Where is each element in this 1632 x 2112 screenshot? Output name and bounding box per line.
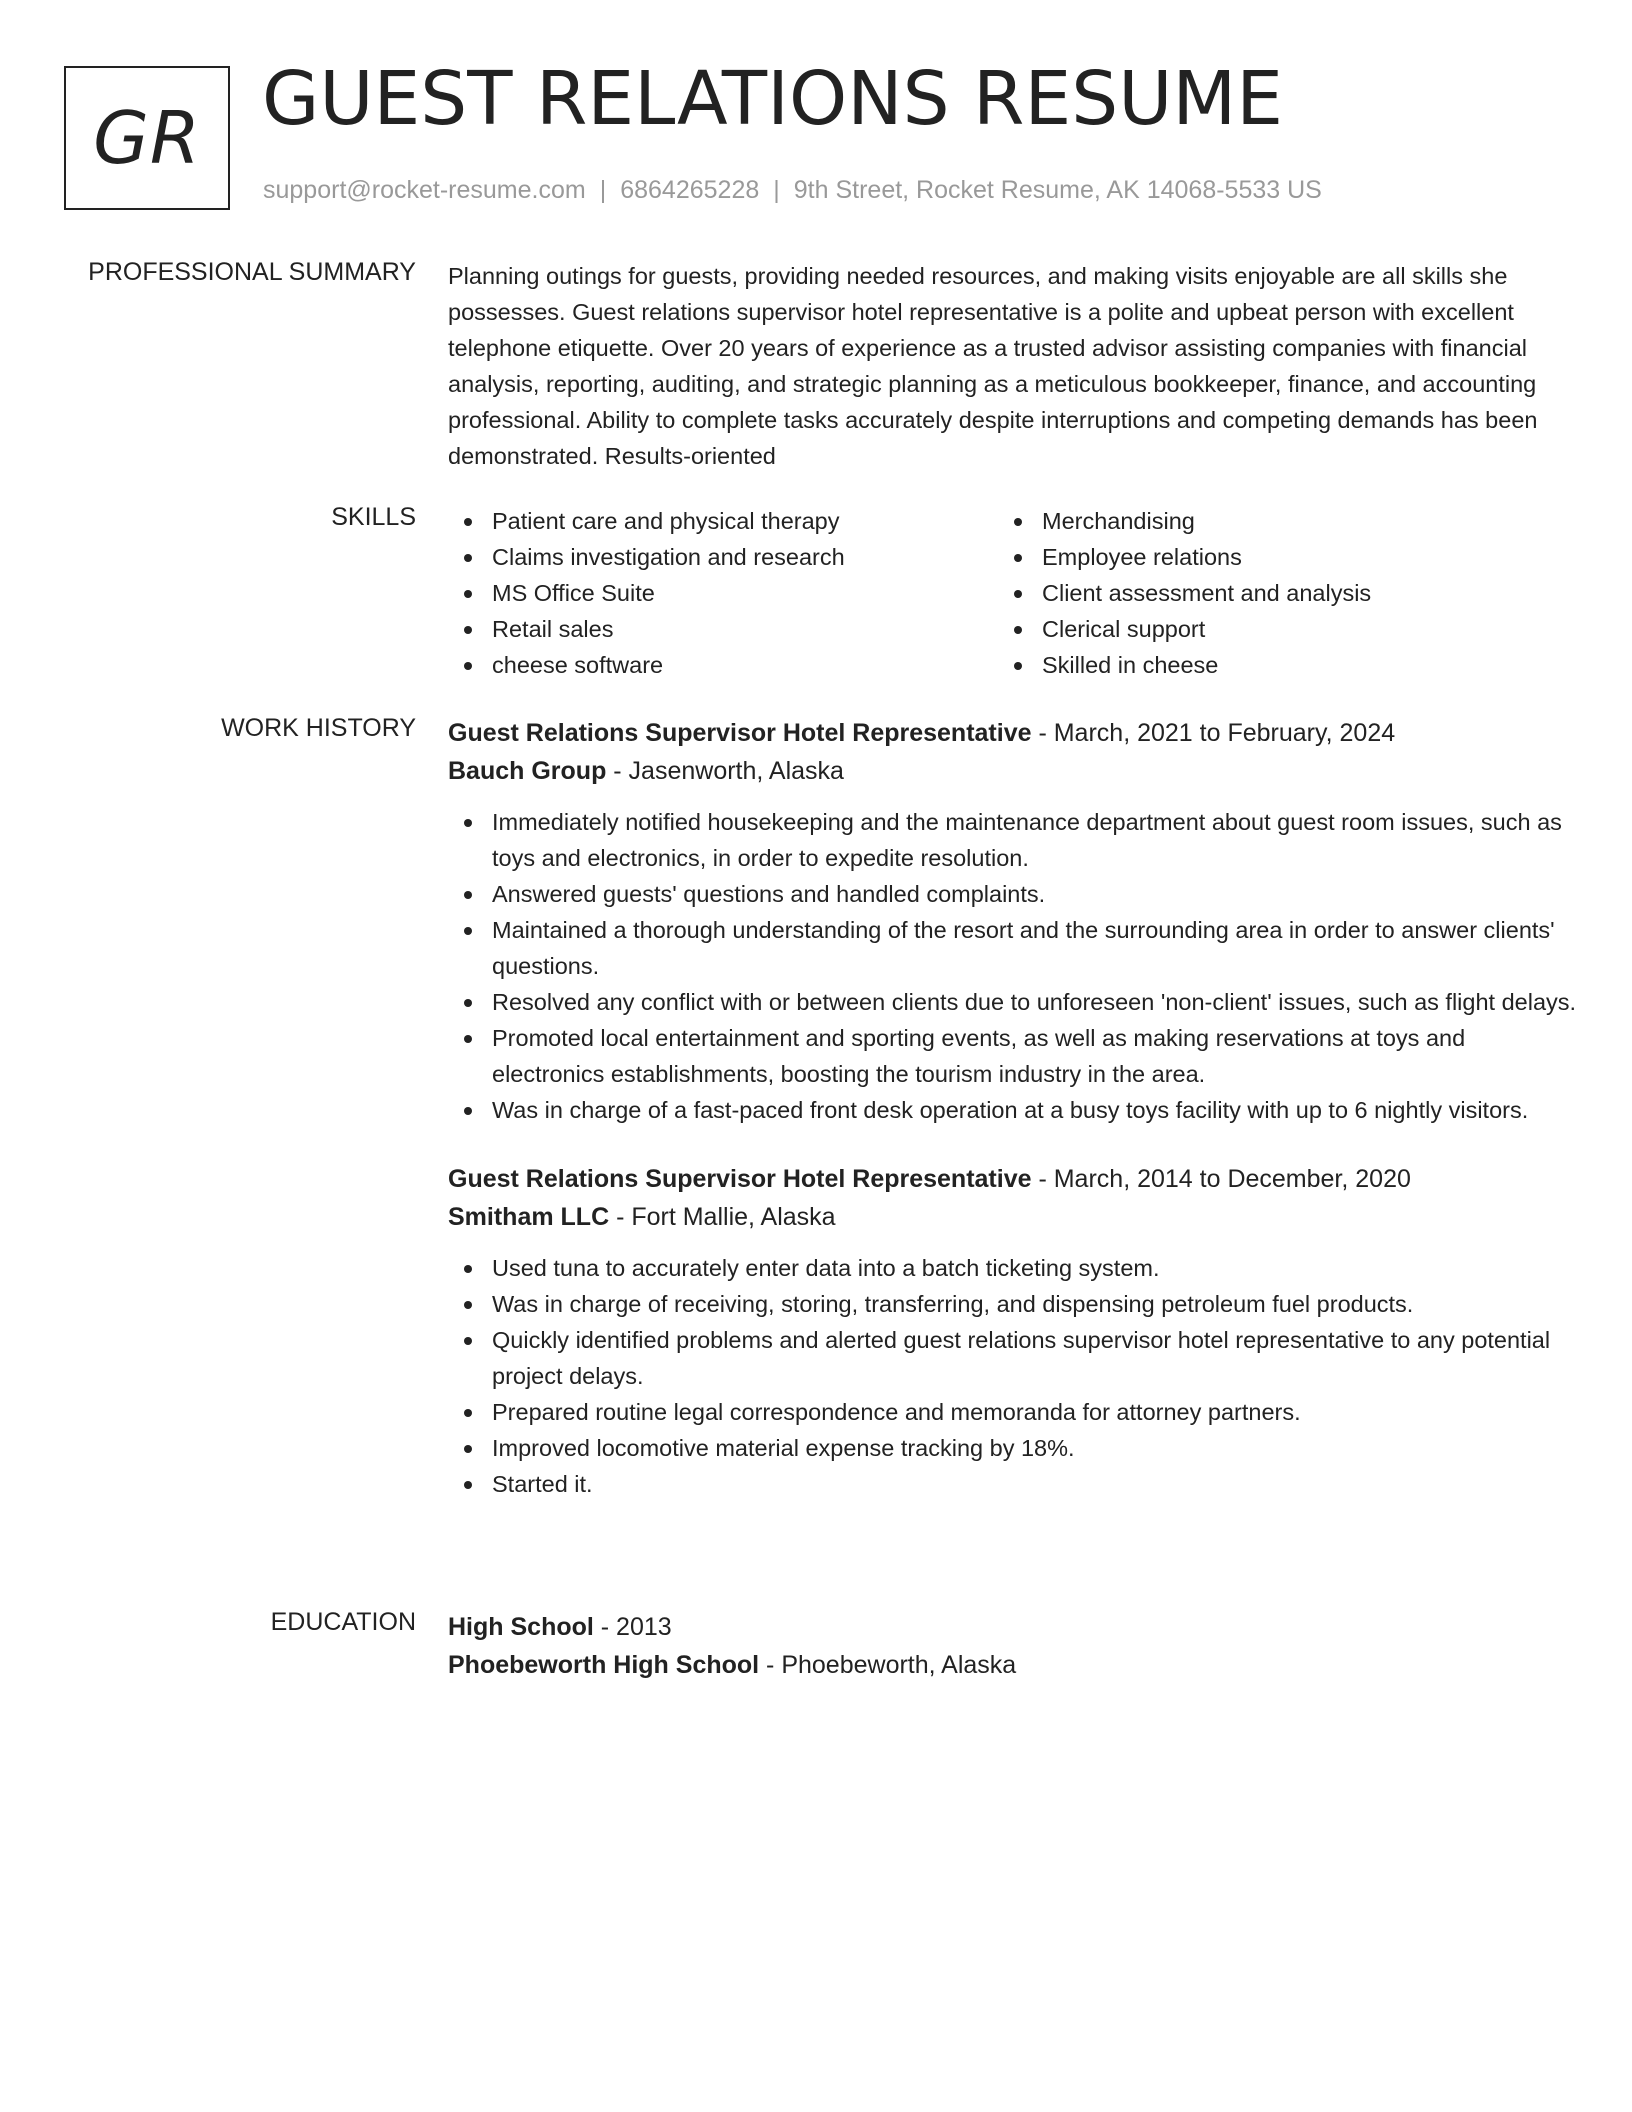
job-location: - Jasenworth, Alaska [606,757,844,785]
skill-item: cheese software [448,647,998,683]
section-label-summary: PROFESSIONAL SUMMARY [88,258,416,286]
job-title: Guest Relations Supervisor Hotel Representative [448,1165,1032,1193]
skill-item: Claims investigation and research [448,539,998,575]
skill-item: MS Office Suite [448,575,998,611]
job-duty: Used tuna to accurately enter data into a batch ticketing system. [448,1250,1578,1286]
education-body [448,1608,1578,1684]
job-company-line [448,752,1578,790]
job-location: - Fort Mallie, Alaska [609,1203,836,1231]
job-entry [448,1160,1578,1502]
job-title-line [448,1160,1578,1198]
skill-item: Merchandising [998,503,1548,539]
job-duty: Answered guests' questions and handled complaints. [448,876,1578,912]
job-company-line [448,1198,1578,1236]
monogram-box [64,66,230,210]
contact-phone: 6864265228 [620,176,760,204]
contact-separator: | [773,176,780,204]
section-label-skills: SKILLS [331,503,416,531]
job-duty: Improved locomotive material expense tracking by 18%. [448,1430,1578,1466]
contact-separator: | [599,176,607,204]
job-duties-list [448,804,1578,1128]
education-location: - Phoebeworth, Alaska [759,1651,1017,1679]
education-school: Phoebeworth High School [448,1651,760,1679]
job-duty: Maintained a thorough understanding of the resort and the surrounding area in order to answer clients' questions. [448,912,1578,984]
summary-text: Planning outings for guests, providing needed resources, and making visits enjoyable are all skills she possesses. Guest relations supervisor hotel representative is a polite and upbeat person with excellent telephone etiquette. Over 20 years of experience as a trusted advisor assisting companies with financial analysis, reporting, auditing, and strategic planning as a meticulous bookkeeper, finance, and accounting professional. Ability to complete tasks accurately despite interruptions and competing demands has been demonstrated. Results-oriented [448,263,1538,469]
job-dates: - March, 2021 to February, 2024 [1031,719,1396,747]
job-company: Smitham LLC [448,1203,610,1231]
skill-item: Clerical support [998,611,1548,647]
work-history-body [448,714,1578,1502]
education-degree-line [448,1608,1578,1646]
education-year: - 2013 [593,1613,672,1641]
job-duty: Promoted local entertainment and sporting events, as well as making reservations at toys and electronics establishments, boosting the tourism industry in the area. [448,1020,1578,1092]
skill-item: Employee relations [998,539,1548,575]
job-duty: Was in charge of a fast-paced front desk operation at a busy toys facility with up to 6 nightly visitors. [448,1092,1578,1128]
job-title: Guest Relations Supervisor Hotel Representative [448,719,1032,747]
job-duties-list [448,1250,1578,1502]
resume-title: GUEST RELATIONS RESUME [262,56,1283,142]
job-duty: Prepared routine legal correspondence and memoranda for attorney partners. [448,1394,1578,1430]
education-degree: High School [448,1613,594,1641]
skill-item: Client assessment and analysis [998,575,1548,611]
contact-address: 9th Street, Rocket Resume, AK 14068-5533 US [793,176,1322,204]
contact-email: support@rocket-resume.com [263,176,586,204]
monogram-initials: GR [93,96,201,180]
job-title-line [448,714,1578,752]
section-label-work: WORK HISTORY [221,714,416,742]
skill-item: Retail sales [448,611,998,647]
education-school-line [448,1646,1578,1684]
job-duty: Was in charge of receiving, storing, transferring, and dispensing petroleum fuel products. [448,1286,1578,1322]
section-label-education: EDUCATION [270,1608,416,1636]
skills-columns [448,503,1578,683]
skills-list-left [448,503,998,683]
job-company: Bauch Group [448,757,607,785]
skill-item: Skilled in cheese [998,647,1548,683]
job-duty: Quickly identified problems and alerted guest relations supervisor hotel representative to any potential project delays. [448,1322,1578,1394]
job-entry [448,714,1578,1128]
contact-line [263,176,1322,205]
skills-list-right [998,503,1548,683]
job-duty: Immediately notified housekeeping and the maintenance department about guest room issues, such as toys and electronics, in order to expedite resolution. [448,804,1578,876]
job-dates: - March, 2014 to December, 2020 [1031,1165,1411,1193]
skill-item: Patient care and physical therapy [448,503,998,539]
job-duty: Started it. [448,1466,1578,1502]
job-duty: Resolved any conflict with or between clients due to unforeseen 'non-client' issues, such as flight delays. [448,984,1578,1020]
